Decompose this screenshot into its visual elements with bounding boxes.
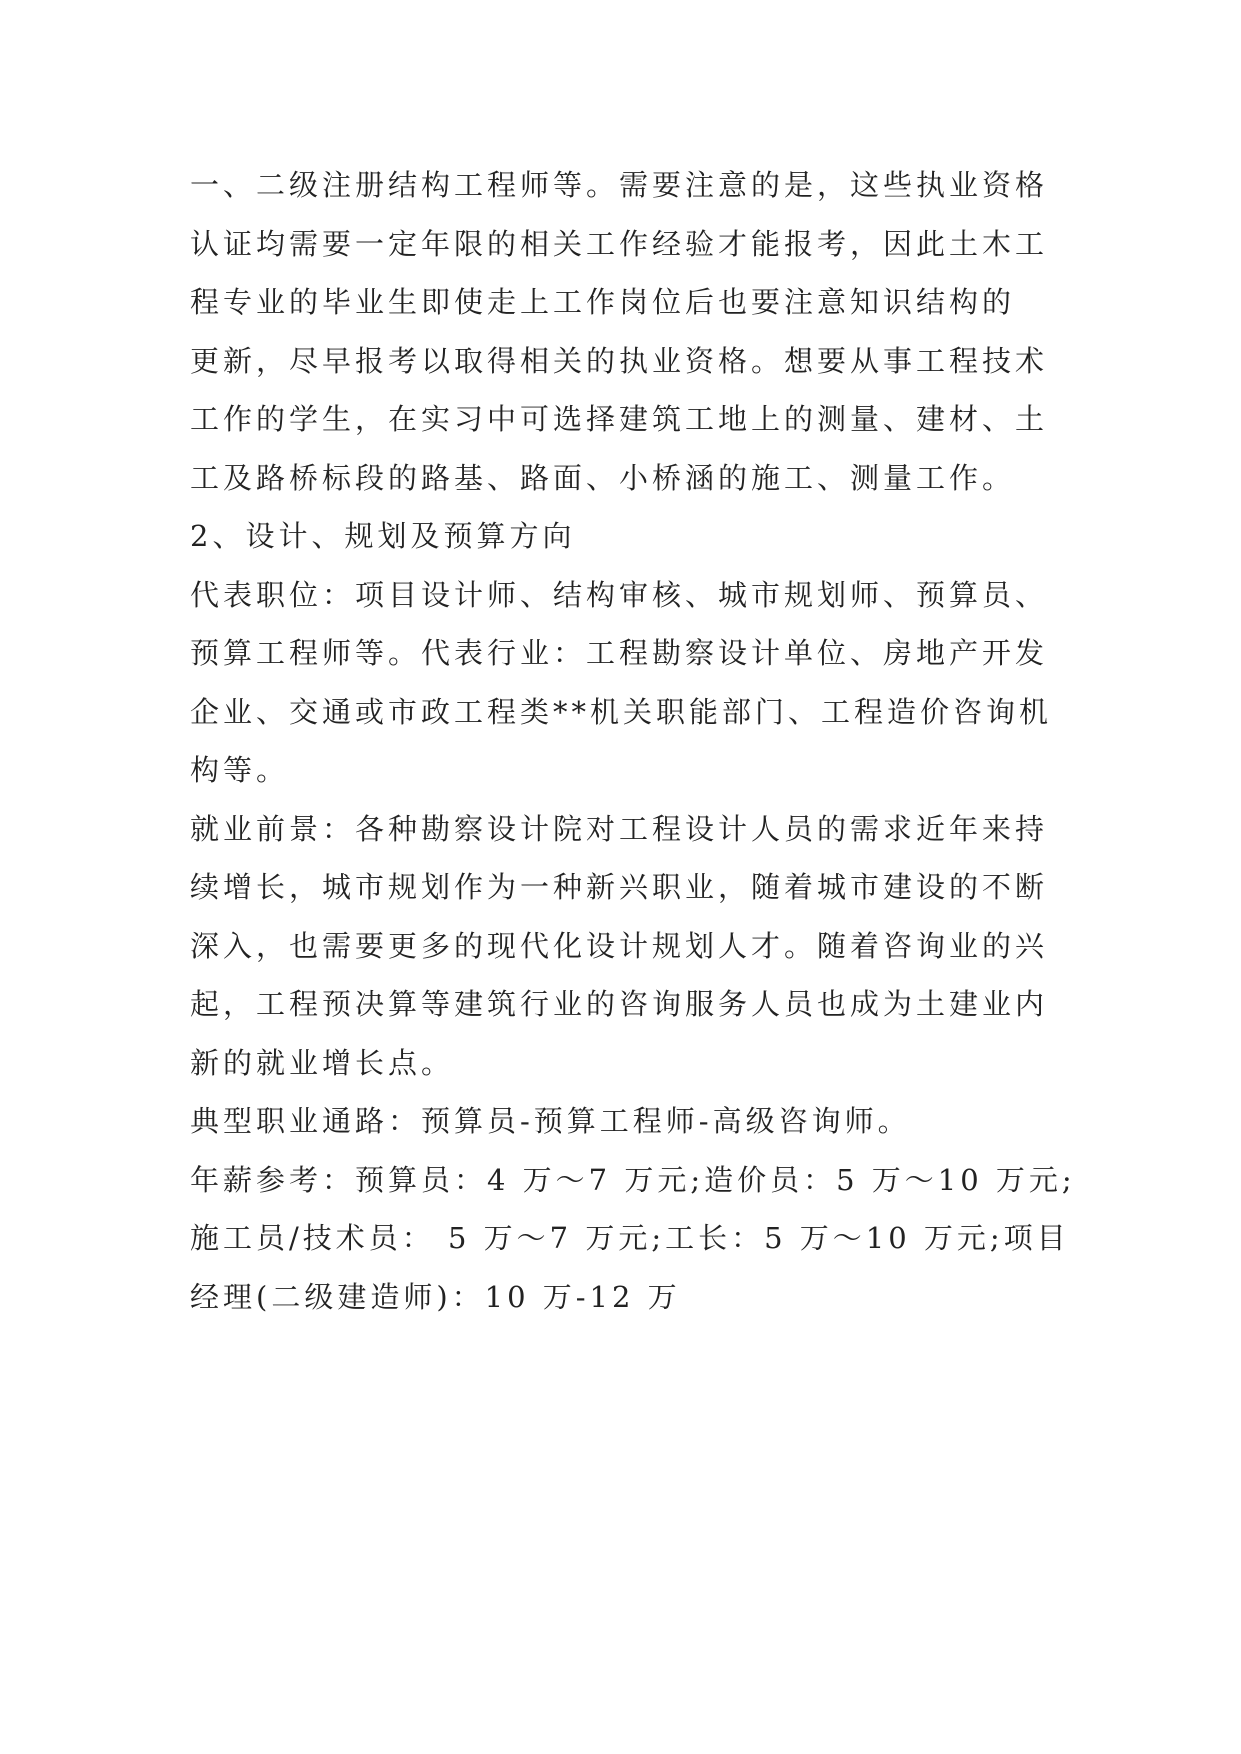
text-line: 经理(二级建造师)：10 万-12 万 xyxy=(190,1279,681,1314)
text-line: 构等。 xyxy=(190,753,290,787)
text-line: 深入，也需要更多的现代化设计规划人才。随着咨询业的兴 xyxy=(190,928,1049,963)
text-line: 企业、交通或市政工程类**机关职能部门、工程造价咨询机 xyxy=(190,694,1053,729)
text-line: 典型职业通路：预算员-预算工程师-高级咨询师。 xyxy=(190,1104,911,1138)
text-line: 施工员/技术员： 5 万～7 万元;工长：5 万～10 万元;项目 xyxy=(190,1221,1070,1255)
document-body xyxy=(190,156,1076,1326)
text-line: 起，工程预决算等建筑行业的咨询服务人员也成为土建业内 xyxy=(190,987,1049,1021)
text-line: 一、二级注册结构工程师等。需要注意的是，这些执业资格 xyxy=(190,168,1049,202)
text-line: 更新，尽早报考以取得相关的执业资格。想要从事工程技术 xyxy=(190,343,1049,378)
text-line: 认证均需要一定年限的相关工作经验才能报考，因此土木工 xyxy=(190,226,1049,261)
text-line: 新的就业增长点。 xyxy=(190,1045,455,1080)
text-line: 程专业的毕业生即使走上工作岗位后也要注意知识结构的 xyxy=(190,285,1016,319)
text-line: 工及路桥标段的路基、路面、小桥涵的施工、测量工作。 xyxy=(190,460,1016,495)
section-heading: 2、设计、规划及预算方向 xyxy=(190,519,576,553)
text-line: 续增长，城市规划作为一种新兴职业，随着城市建设的不断 xyxy=(190,870,1049,904)
text-line: 预算工程师等。代表行业：工程勘察设计单位、房地产开发 xyxy=(190,636,1049,670)
text-line: 代表职位：项目设计师、结构审核、城市规划师、预算员、 xyxy=(190,577,1049,612)
text-line: 年薪参考：预算员：4 万～7 万元;造价员：5 万～10 万元; xyxy=(190,1162,1076,1197)
text-line: 就业前景：各种勘察设计院对工程设计人员的需求近年来持 xyxy=(190,811,1049,846)
text-line: 工作的学生，在实习中可选择建筑工地上的测量、建材、土 xyxy=(190,402,1049,436)
